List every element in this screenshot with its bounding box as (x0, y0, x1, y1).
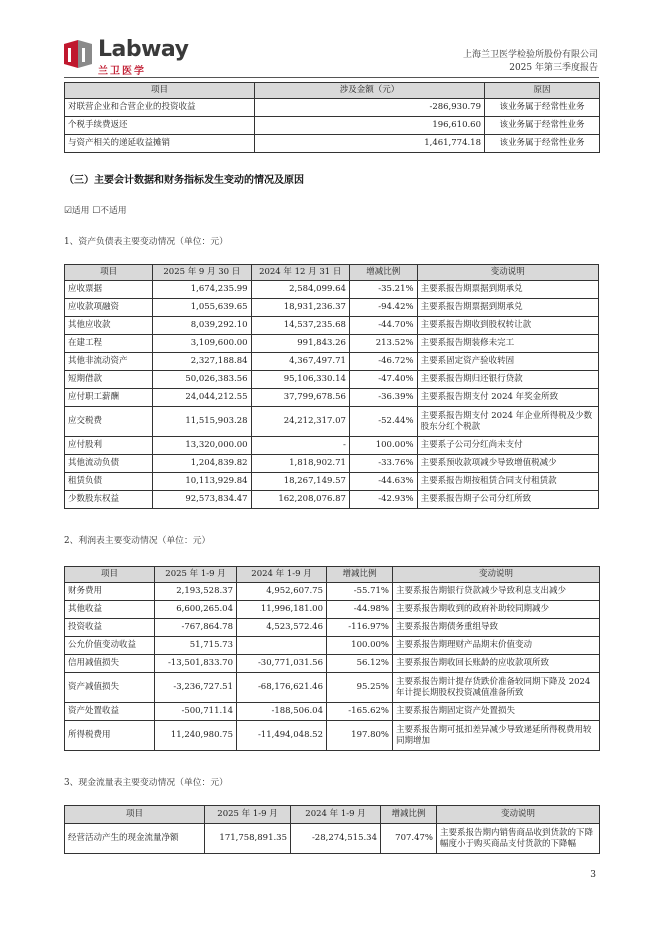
table-cell: 1,818,902.71 (251, 455, 349, 473)
table-cell: 100.00% (349, 437, 417, 455)
table-cell: -42.93% (349, 491, 417, 509)
cash-flow-table (64, 805, 600, 854)
table-cell: 信用减值损失 (65, 655, 155, 673)
table-cell: -500,711.14 (155, 703, 237, 721)
column-header: 2024 年 1-9 月 (237, 567, 327, 583)
table-cell: 18,931,236.37 (251, 299, 349, 317)
table-cell: 所得税费用 (65, 721, 155, 751)
table-cell: 10,113,929.84 (153, 473, 251, 491)
table-row (65, 135, 600, 153)
table-cell: 主要系报告期债务重组导致 (393, 619, 600, 637)
table-cell: 应交税费 (65, 407, 153, 437)
table-cell: 991,843.26 (251, 335, 349, 353)
table-header-row (65, 806, 600, 824)
column-header: 2024 年 1-9 月 (291, 806, 381, 824)
table-cell: 56.12% (327, 655, 393, 673)
income-statement-table (64, 566, 600, 751)
labway-logo-icon (64, 40, 92, 68)
table-cell: 主要系报告期支付 2024 年奖金所致 (417, 389, 598, 407)
table-cell: 24,212,317.07 (251, 407, 349, 437)
table-cell: 2,193,528.37 (155, 583, 237, 601)
table-cell (237, 637, 327, 655)
table-cell: 应收票据 (65, 281, 153, 299)
table-cell: 11,996,181.00 (237, 601, 327, 619)
table-cell: -33.76% (349, 455, 417, 473)
table-cell: 197.80% (327, 721, 393, 751)
table-cell: 资产处置收益 (65, 703, 155, 721)
column-header: 变动说明 (417, 265, 598, 281)
column-header: 变动说明 (393, 567, 600, 583)
table-row (65, 824, 600, 854)
table-row (65, 721, 600, 751)
table-cell: -68,176,621.46 (237, 673, 327, 703)
table-cell: 6,600,265.04 (155, 601, 237, 619)
table-cell: 4,367,497.71 (251, 353, 349, 371)
table-header-row (65, 567, 600, 583)
table-cell: 主要系报告期内销售商品收到货款的下降幅度小于购买商品支付货款的下降幅 (437, 824, 600, 854)
balance-caption: 1、资产负债表主要变动情况（单位：元） (64, 237, 228, 247)
table-row (65, 637, 600, 655)
table-cell: 主要系报告期支付 2024 年企业所得税及少数股东分红个税款 (417, 407, 598, 437)
table-cell: 主要系报告期理财产品期末价值变动 (393, 637, 600, 655)
table-cell: 95.25% (327, 673, 393, 703)
table-row (65, 601, 600, 619)
table-cell: 171,758,891.35 (205, 824, 291, 854)
table-cell: 51,715.73 (155, 637, 237, 655)
table-cell: 主要系报告期收回长账龄的应收款项所致 (393, 655, 600, 673)
table-row (65, 455, 599, 473)
table-cell: 2,327,188.84 (153, 353, 251, 371)
table-cell: -46.72% (349, 353, 417, 371)
table-row (65, 473, 599, 491)
table-cell: 95,106,330.14 (251, 371, 349, 389)
column-header: 2025 年 9 月 30 日 (153, 265, 251, 281)
table-cell: 主要系固定资产验收转固 (417, 353, 598, 371)
table-cell: 主要系报告期票据到期承兑 (417, 281, 598, 299)
table-row (65, 281, 599, 299)
table-cell: 主要系报告期收到的政府补助较同期减少 (393, 601, 600, 619)
table-cell: 213.52% (349, 335, 417, 353)
table-cell: 投资收益 (65, 619, 155, 637)
table-row (65, 619, 600, 637)
table-cell: 主要系报告期银行贷款减少导致利息支出减少 (393, 583, 600, 601)
table-cell: 37,799,678.56 (251, 389, 349, 407)
table-cell: 短期借款 (65, 371, 153, 389)
table-cell: 应付股利 (65, 437, 153, 455)
table-cell: 该业务属于经常性业务 (485, 117, 600, 135)
table-cell: -52.44% (349, 407, 417, 437)
table-cell: 应收款项融资 (65, 299, 153, 317)
table-cell: 该业务属于经常性业务 (485, 135, 600, 153)
table-cell: 主要系报告期收到股权转让款 (417, 317, 598, 335)
table-row (65, 703, 600, 721)
table-row (65, 317, 599, 335)
table-cell: -13,501,833.70 (155, 655, 237, 673)
table-cell: -44.98% (327, 601, 393, 619)
table-cell: 主要系报告期固定资产处置损失 (393, 703, 600, 721)
table-cell: -36.39% (349, 389, 417, 407)
table-cell: 11,515,903.28 (153, 407, 251, 437)
table-cell: 2,584,099.64 (251, 281, 349, 299)
table-cell: 应付职工薪酬 (65, 389, 153, 407)
table-cell: 主要系报告期票据到期承兑 (417, 299, 598, 317)
table-row (65, 491, 599, 509)
column-header: 原因 (485, 83, 600, 99)
table-row (65, 335, 599, 353)
table-cell: -11,494,048.52 (237, 721, 327, 751)
table-row (65, 99, 600, 117)
table-cell: 8,039,292.10 (153, 317, 251, 335)
table-cell: 公允价值变动收益 (65, 637, 155, 655)
table-cell: 少数股东权益 (65, 491, 153, 509)
table-cell: 3,109,600.00 (153, 335, 251, 353)
table-cell: 主要系子公司分红尚未支付 (417, 437, 598, 455)
page-number: 3 (590, 870, 596, 880)
column-header: 2025 年 1-9 月 (155, 567, 237, 583)
table-cell: 13,320,000.00 (153, 437, 251, 455)
table-cell: 1,461,774.18 (255, 135, 485, 153)
column-header: 增减比例 (381, 806, 437, 824)
table-cell: -47.40% (349, 371, 417, 389)
applicable-checkbox: ☑适用 ☐不适用 (64, 206, 127, 216)
table-cell: -188,506.04 (237, 703, 327, 721)
table-cell: -44.70% (349, 317, 417, 335)
table-cell: 主要系报告期计提存货跌价准备较同期下降及 2024 年计提长期股权投资减值准备所致 (393, 673, 600, 703)
table-cell: 92,573,834.47 (153, 491, 251, 509)
table-cell: -94.42% (349, 299, 417, 317)
table-cell: 主要系报告期可抵扣差异减少导致递延所得税费用较同期增加 (393, 721, 600, 751)
table-header-row (65, 83, 600, 99)
table-cell: -55.71% (327, 583, 393, 601)
table-cell: 1,674,235.99 (153, 281, 251, 299)
section-title: （三）主要会计数据和财务指标发生变动的情况及原因 (64, 175, 304, 186)
column-header: 2024 年 12 月 31 日 (251, 265, 349, 281)
table-cell: 财务费用 (65, 583, 155, 601)
table-cell: 4,952,607.75 (237, 583, 327, 601)
table-row (65, 117, 600, 135)
header-divider (64, 77, 599, 78)
table-cell: 租赁负债 (65, 473, 153, 491)
table-cell: 主要系预收款项减少导致增值税减少 (417, 455, 598, 473)
table-row (65, 655, 600, 673)
table-row (65, 371, 599, 389)
table-cell: -286,930.79 (255, 99, 485, 117)
table-cell: 经营活动产生的现金流量净额 (65, 824, 205, 854)
table-cell: -35.21% (349, 281, 417, 299)
table-cell: 14,537,235.68 (251, 317, 349, 335)
table-row (65, 353, 599, 371)
company-name: 上海兰卫医学检验所股份有限公司 (462, 50, 598, 60)
logo-chinese: 兰卫医学 (98, 66, 146, 77)
table-cell: 1,204,839.82 (153, 455, 251, 473)
table-cell: 162,208,076.87 (251, 491, 349, 509)
table-row (65, 299, 599, 317)
column-header: 变动说明 (437, 806, 600, 824)
table-cell: 24,044,212.55 (153, 389, 251, 407)
table-cell: 4,523,572.46 (237, 619, 327, 637)
table-cell: 主要系报告期子公司分红所致 (417, 491, 598, 509)
table-cell: 18,267,149.57 (251, 473, 349, 491)
table-cell: 资产减值损失 (65, 673, 155, 703)
non-recurring-table (64, 82, 600, 153)
column-header: 增减比例 (349, 265, 417, 281)
table-cell: 11,240,980.75 (155, 721, 237, 751)
logo-text: Labway (98, 37, 189, 62)
table-row (65, 583, 600, 601)
table-cell: -28,274,515.34 (291, 824, 381, 854)
report-title: 2025 年第三季度报告 (509, 63, 598, 73)
table-cell: -3,236,727.51 (155, 673, 237, 703)
column-header: 2025 年 1-9 月 (205, 806, 291, 824)
table-cell: - (251, 437, 349, 455)
table-cell: 主要系报告期装修未完工 (417, 335, 598, 353)
table-cell: 100.00% (327, 637, 393, 655)
income-caption: 2、利润表主要变动情况（单位：元） (64, 536, 211, 546)
balance-sheet-table (64, 264, 599, 509)
table-cell: 个税手续费返还 (65, 117, 255, 135)
table-cell: -165.62% (327, 703, 393, 721)
table-cell: 该业务属于经常性业务 (485, 99, 600, 117)
table-cell: -116.97% (327, 619, 393, 637)
table-row (65, 389, 599, 407)
column-header: 项目 (65, 83, 255, 99)
table-cell: -767,864.78 (155, 619, 237, 637)
table-cell: 其他应收款 (65, 317, 153, 335)
column-header: 涉及金额（元） (255, 83, 485, 99)
table-cell: 707.47% (381, 824, 437, 854)
table-cell: -30,771,031.56 (237, 655, 327, 673)
table-cell: 其他流动负债 (65, 455, 153, 473)
table-cell: 在建工程 (65, 335, 153, 353)
table-header-row (65, 265, 599, 281)
column-header: 项目 (65, 265, 153, 281)
table-cell: 对联营企业和合营企业的投资收益 (65, 99, 255, 117)
table-cell: 50,026,383.56 (153, 371, 251, 389)
column-header: 项目 (65, 806, 205, 824)
table-cell: 主要系报告期归还银行贷款 (417, 371, 598, 389)
table-cell: 1,055,639.65 (153, 299, 251, 317)
table-row (65, 673, 600, 703)
table-row (65, 407, 599, 437)
table-cell: 196,610.60 (255, 117, 485, 135)
table-cell: 其他非流动资产 (65, 353, 153, 371)
table-cell: 其他收益 (65, 601, 155, 619)
column-header: 项目 (65, 567, 155, 583)
table-cell: -44.63% (349, 473, 417, 491)
column-header: 增减比例 (327, 567, 393, 583)
table-row (65, 437, 599, 455)
table-cell: 与资产相关的递延收益摊销 (65, 135, 255, 153)
cashflow-caption: 3、现金流量表主要变动情况（单位：元） (64, 778, 228, 788)
table-cell: 主要系报告期按租赁合同支付租赁款 (417, 473, 598, 491)
